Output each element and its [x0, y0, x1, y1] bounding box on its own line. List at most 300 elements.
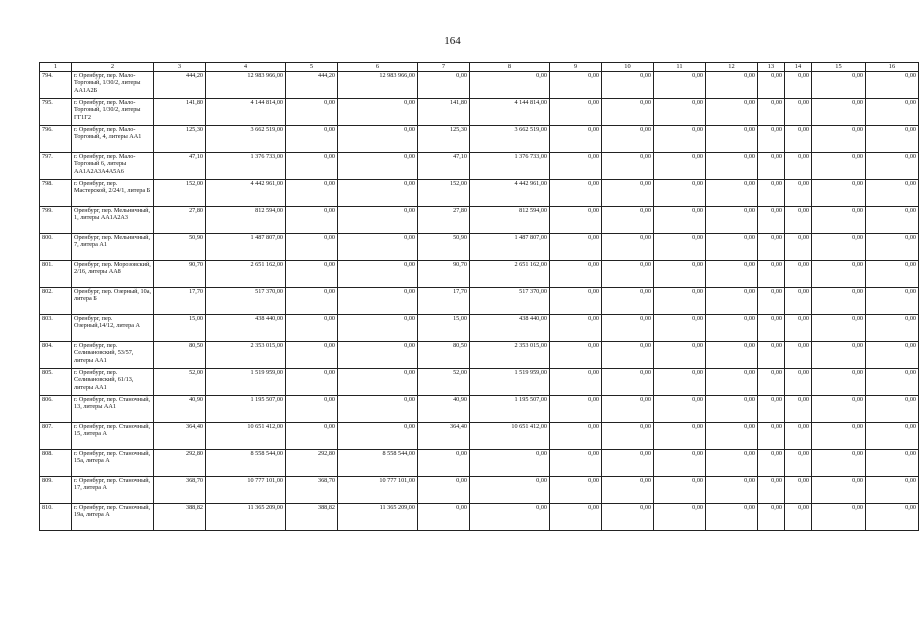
value-cell-col-13: 0,00: [758, 72, 785, 99]
value-cell-col-4: 10 777 101,00: [206, 477, 286, 504]
value-cell-col-6: 0,00: [338, 342, 418, 369]
address-cell: г. Оренбург, пер. Мало-Торговый 6, литеры АА1А2А3А4А5А6: [72, 153, 154, 180]
value-cell-col-3: 40,90: [154, 396, 206, 423]
value-cell-col-14: 0,00: [785, 396, 812, 423]
value-cell-col-11: 0,00: [654, 288, 706, 315]
value-cell-col-15: 0,00: [812, 261, 866, 288]
value-cell-col-4: 4 144 814,00: [206, 99, 286, 126]
value-cell-col-5: 0,00: [286, 342, 338, 369]
value-cell-col-7: 141,80: [418, 99, 470, 126]
address-cell: Оренбург, пер. Озерный,14/12, литера А: [72, 315, 154, 342]
address-cell: г. Оренбург, пер. Станочный, 19а, литера А: [72, 504, 154, 531]
value-cell-col-6: 0,00: [338, 288, 418, 315]
row-number-cell: 810.: [40, 504, 72, 531]
value-cell-col-8: 1 195 507,00: [470, 396, 550, 423]
value-cell-col-8: 812 594,00: [470, 207, 550, 234]
value-cell-col-11: 0,00: [654, 126, 706, 153]
value-cell-col-8: 1 376 733,00: [470, 153, 550, 180]
value-cell-col-3: 50,90: [154, 234, 206, 261]
value-cell-col-4: 1 376 733,00: [206, 153, 286, 180]
value-cell-col-8: 0,00: [470, 504, 550, 531]
value-cell-col-16: 0,00: [866, 504, 919, 531]
value-cell-col-15: 0,00: [812, 207, 866, 234]
table-row: [40, 423, 919, 450]
value-cell-col-7: 0,00: [418, 450, 470, 477]
value-cell-col-3: 152,00: [154, 180, 206, 207]
value-cell-col-5: 0,00: [286, 396, 338, 423]
value-cell-col-6: 0,00: [338, 396, 418, 423]
value-cell-col-8: 2 353 015,00: [470, 342, 550, 369]
value-cell-col-6: 0,00: [338, 153, 418, 180]
value-cell-col-16: 0,00: [866, 180, 919, 207]
table-row: [40, 207, 919, 234]
table-body: [40, 72, 919, 531]
value-cell-col-5: 444,20: [286, 72, 338, 99]
column-number-12: 12: [706, 63, 758, 72]
value-cell-col-15: 0,00: [812, 342, 866, 369]
value-cell-col-15: 0,00: [812, 477, 866, 504]
value-cell-col-10: 0,00: [602, 72, 654, 99]
value-cell-col-7: 40,90: [418, 396, 470, 423]
value-cell-col-4: 517 370,00: [206, 288, 286, 315]
address-cell: г. Оренбург, пер. Мало-Торговый, 1/30/2, литеры ГГ1Г2: [72, 99, 154, 126]
value-cell-col-3: 27,80: [154, 207, 206, 234]
value-cell-col-13: 0,00: [758, 234, 785, 261]
value-cell-col-16: 0,00: [866, 72, 919, 99]
value-cell-col-16: 0,00: [866, 369, 919, 396]
table-row: [40, 342, 919, 369]
value-cell-col-9: 0,00: [550, 180, 602, 207]
column-number-11: 11: [654, 63, 706, 72]
value-cell-col-4: 812 594,00: [206, 207, 286, 234]
value-cell-col-14: 0,00: [785, 450, 812, 477]
table-row: [40, 450, 919, 477]
value-cell-col-12: 0,00: [706, 153, 758, 180]
value-cell-col-8: 4 442 961,00: [470, 180, 550, 207]
value-cell-col-14: 0,00: [785, 207, 812, 234]
table-row: [40, 99, 919, 126]
address-cell: г. Оренбург, пер. Станочный, 17, литера А: [72, 477, 154, 504]
column-number-10: 10: [602, 63, 654, 72]
row-number-cell: 794.: [40, 72, 72, 99]
address-cell: Оренбург, пер. Мельничный, 7, литера А1: [72, 234, 154, 261]
value-cell-col-10: 0,00: [602, 261, 654, 288]
value-cell-col-15: 0,00: [812, 153, 866, 180]
page-number: 164: [444, 35, 461, 47]
address-cell: Оренбург, пер. Озерный, 10а, литера Б: [72, 288, 154, 315]
value-cell-col-10: 0,00: [602, 99, 654, 126]
value-cell-col-15: 0,00: [812, 180, 866, 207]
value-cell-col-4: 2 651 162,00: [206, 261, 286, 288]
value-cell-col-11: 0,00: [654, 423, 706, 450]
value-cell-col-15: 0,00: [812, 315, 866, 342]
value-cell-col-13: 0,00: [758, 180, 785, 207]
value-cell-col-11: 0,00: [654, 72, 706, 99]
value-cell-col-3: 444,20: [154, 72, 206, 99]
column-number-3: 3: [154, 63, 206, 72]
column-number-7: 7: [418, 63, 470, 72]
value-cell-col-8: 0,00: [470, 477, 550, 504]
row-number-cell: 800.: [40, 234, 72, 261]
value-cell-col-7: 152,00: [418, 180, 470, 207]
value-cell-col-9: 0,00: [550, 288, 602, 315]
value-cell-col-11: 0,00: [654, 180, 706, 207]
value-cell-col-15: 0,00: [812, 99, 866, 126]
value-cell-col-3: 364,40: [154, 423, 206, 450]
value-cell-col-15: 0,00: [812, 423, 866, 450]
value-cell-col-15: 0,00: [812, 234, 866, 261]
value-cell-col-7: 0,00: [418, 504, 470, 531]
value-cell-col-8: 1 487 807,00: [470, 234, 550, 261]
row-number-cell: 806.: [40, 396, 72, 423]
value-cell-col-8: 0,00: [470, 450, 550, 477]
value-cell-col-13: 0,00: [758, 342, 785, 369]
value-cell-col-10: 0,00: [602, 450, 654, 477]
value-cell-col-11: 0,00: [654, 315, 706, 342]
value-cell-col-16: 0,00: [866, 396, 919, 423]
value-cell-col-14: 0,00: [785, 180, 812, 207]
value-cell-col-12: 0,00: [706, 369, 758, 396]
address-cell: г. Оренбург, пер. Мастерской, 2/24/1, литера Б: [72, 180, 154, 207]
value-cell-col-15: 0,00: [812, 369, 866, 396]
row-number-cell: 805.: [40, 369, 72, 396]
value-cell-col-8: 4 144 814,00: [470, 99, 550, 126]
value-cell-col-16: 0,00: [866, 207, 919, 234]
value-cell-col-9: 0,00: [550, 369, 602, 396]
value-cell-col-15: 0,00: [812, 288, 866, 315]
value-cell-col-16: 0,00: [866, 288, 919, 315]
value-cell-col-16: 0,00: [866, 153, 919, 180]
value-cell-col-15: 0,00: [812, 450, 866, 477]
value-cell-col-5: 0,00: [286, 315, 338, 342]
value-cell-col-14: 0,00: [785, 99, 812, 126]
value-cell-col-6: 0,00: [338, 234, 418, 261]
value-cell-col-14: 0,00: [785, 72, 812, 99]
value-cell-col-3: 90,70: [154, 261, 206, 288]
column-number-16: 16: [866, 63, 919, 72]
value-cell-col-7: 27,80: [418, 207, 470, 234]
value-cell-col-16: 0,00: [866, 234, 919, 261]
value-cell-col-6: 0,00: [338, 369, 418, 396]
row-number-cell: 797.: [40, 153, 72, 180]
value-cell-col-10: 0,00: [602, 126, 654, 153]
value-cell-col-12: 0,00: [706, 504, 758, 531]
value-cell-col-9: 0,00: [550, 504, 602, 531]
value-cell-col-12: 0,00: [706, 315, 758, 342]
value-cell-col-16: 0,00: [866, 342, 919, 369]
value-cell-col-11: 0,00: [654, 450, 706, 477]
value-cell-col-14: 0,00: [785, 504, 812, 531]
value-cell-col-10: 0,00: [602, 234, 654, 261]
row-number-cell: 807.: [40, 423, 72, 450]
value-cell-col-8: 2 651 162,00: [470, 261, 550, 288]
value-cell-col-3: 292,80: [154, 450, 206, 477]
value-cell-col-12: 0,00: [706, 288, 758, 315]
value-cell-col-3: 52,00: [154, 369, 206, 396]
value-cell-col-9: 0,00: [550, 153, 602, 180]
value-cell-col-12: 0,00: [706, 342, 758, 369]
value-cell-col-10: 0,00: [602, 369, 654, 396]
value-cell-col-5: 0,00: [286, 207, 338, 234]
value-cell-col-6: 0,00: [338, 99, 418, 126]
value-cell-col-13: 0,00: [758, 396, 785, 423]
value-cell-col-8: 3 662 519,00: [470, 126, 550, 153]
column-number-14: 14: [785, 63, 812, 72]
value-cell-col-6: 0,00: [338, 126, 418, 153]
value-cell-col-11: 0,00: [654, 153, 706, 180]
value-cell-col-11: 0,00: [654, 234, 706, 261]
address-cell: г. Оренбург, пер. Станочный, 15, литера А: [72, 423, 154, 450]
value-cell-col-10: 0,00: [602, 153, 654, 180]
value-cell-col-5: 0,00: [286, 180, 338, 207]
column-number-15: 15: [812, 63, 866, 72]
value-cell-col-6: 0,00: [338, 261, 418, 288]
value-cell-col-13: 0,00: [758, 504, 785, 531]
row-number-cell: 803.: [40, 315, 72, 342]
value-cell-col-14: 0,00: [785, 477, 812, 504]
value-cell-col-12: 0,00: [706, 423, 758, 450]
table-row: [40, 126, 919, 153]
value-cell-col-9: 0,00: [550, 396, 602, 423]
table-row: [40, 504, 919, 531]
value-cell-col-12: 0,00: [706, 396, 758, 423]
address-cell: Оренбург, пер. Мельничный, 1, литеры АА1А2А3: [72, 207, 154, 234]
value-cell-col-14: 0,00: [785, 126, 812, 153]
column-number-4: 4: [206, 63, 286, 72]
value-cell-col-3: 47,10: [154, 153, 206, 180]
value-cell-col-7: 17,70: [418, 288, 470, 315]
address-cell: г. Оренбург, пер. Селивановский, 53/57, литеры АА1: [72, 342, 154, 369]
value-cell-col-10: 0,00: [602, 180, 654, 207]
value-cell-col-4: 3 662 519,00: [206, 126, 286, 153]
value-cell-col-4: 2 353 015,00: [206, 342, 286, 369]
value-cell-col-14: 0,00: [785, 153, 812, 180]
value-cell-col-3: 141,80: [154, 99, 206, 126]
value-cell-col-12: 0,00: [706, 207, 758, 234]
value-cell-col-7: 90,70: [418, 261, 470, 288]
address-cell: г. Оренбург, пер. Селивановский, 61/13, литеры АА1: [72, 369, 154, 396]
value-cell-col-12: 0,00: [706, 261, 758, 288]
value-cell-col-7: 0,00: [418, 477, 470, 504]
value-cell-col-3: 17,70: [154, 288, 206, 315]
value-cell-col-5: 0,00: [286, 288, 338, 315]
value-cell-col-16: 0,00: [866, 315, 919, 342]
value-cell-col-10: 0,00: [602, 396, 654, 423]
value-cell-col-7: 125,30: [418, 126, 470, 153]
row-number-cell: 802.: [40, 288, 72, 315]
value-cell-col-9: 0,00: [550, 342, 602, 369]
value-cell-col-16: 0,00: [866, 450, 919, 477]
value-cell-col-14: 0,00: [785, 288, 812, 315]
row-number-cell: 808.: [40, 450, 72, 477]
row-number-cell: 809.: [40, 477, 72, 504]
value-cell-col-12: 0,00: [706, 234, 758, 261]
table-row: [40, 396, 919, 423]
value-cell-col-10: 0,00: [602, 423, 654, 450]
value-cell-col-13: 0,00: [758, 261, 785, 288]
value-cell-col-16: 0,00: [866, 423, 919, 450]
value-cell-col-6: 0,00: [338, 315, 418, 342]
value-cell-col-14: 0,00: [785, 423, 812, 450]
value-cell-col-9: 0,00: [550, 477, 602, 504]
value-cell-col-4: 1 195 507,00: [206, 396, 286, 423]
value-cell-col-11: 0,00: [654, 396, 706, 423]
table-row: [40, 234, 919, 261]
value-cell-col-14: 0,00: [785, 261, 812, 288]
value-cell-col-14: 0,00: [785, 234, 812, 261]
value-cell-col-10: 0,00: [602, 504, 654, 531]
value-cell-col-11: 0,00: [654, 369, 706, 396]
value-cell-col-6: 8 558 544,00: [338, 450, 418, 477]
value-cell-col-9: 0,00: [550, 207, 602, 234]
value-cell-col-11: 0,00: [654, 342, 706, 369]
value-cell-col-12: 0,00: [706, 180, 758, 207]
value-cell-col-6: 0,00: [338, 180, 418, 207]
value-cell-col-7: 15,00: [418, 315, 470, 342]
value-cell-col-5: 0,00: [286, 99, 338, 126]
address-cell: г. Оренбург, пер. Мало-Торговый, 4, литеры АА1: [72, 126, 154, 153]
value-cell-col-13: 0,00: [758, 288, 785, 315]
value-cell-col-16: 0,00: [866, 477, 919, 504]
value-cell-col-4: 1 519 959,00: [206, 369, 286, 396]
value-cell-col-14: 0,00: [785, 369, 812, 396]
value-cell-col-4: 438 440,00: [206, 315, 286, 342]
value-cell-col-16: 0,00: [866, 126, 919, 153]
value-cell-col-13: 0,00: [758, 450, 785, 477]
value-cell-col-3: 80,50: [154, 342, 206, 369]
value-cell-col-11: 0,00: [654, 99, 706, 126]
value-cell-col-13: 0,00: [758, 369, 785, 396]
value-cell-col-13: 0,00: [758, 126, 785, 153]
value-cell-col-15: 0,00: [812, 126, 866, 153]
value-cell-col-13: 0,00: [758, 99, 785, 126]
value-cell-col-8: 517 370,00: [470, 288, 550, 315]
value-cell-col-5: 0,00: [286, 153, 338, 180]
value-cell-col-9: 0,00: [550, 423, 602, 450]
value-cell-col-14: 0,00: [785, 342, 812, 369]
address-cell: г. Оренбург, пер. Станочный, 15а, литера А: [72, 450, 154, 477]
value-cell-col-5: 0,00: [286, 369, 338, 396]
value-cell-col-13: 0,00: [758, 477, 785, 504]
value-cell-col-7: 50,90: [418, 234, 470, 261]
value-cell-col-5: 0,00: [286, 234, 338, 261]
value-cell-col-10: 0,00: [602, 477, 654, 504]
value-cell-col-4: 11 365 209,00: [206, 504, 286, 531]
value-cell-col-11: 0,00: [654, 261, 706, 288]
value-cell-col-5: 0,00: [286, 126, 338, 153]
value-cell-col-11: 0,00: [654, 207, 706, 234]
value-cell-col-15: 0,00: [812, 72, 866, 99]
value-cell-col-3: 125,30: [154, 126, 206, 153]
value-cell-col-9: 0,00: [550, 99, 602, 126]
register-table: [39, 62, 919, 531]
column-number-1: 1: [40, 63, 72, 72]
value-cell-col-12: 0,00: [706, 99, 758, 126]
table-row: [40, 369, 919, 396]
value-cell-col-10: 0,00: [602, 342, 654, 369]
value-cell-col-7: 52,00: [418, 369, 470, 396]
value-cell-col-9: 0,00: [550, 261, 602, 288]
value-cell-col-8: 1 519 959,00: [470, 369, 550, 396]
value-cell-col-8: 438 440,00: [470, 315, 550, 342]
value-cell-col-6: 10 777 101,00: [338, 477, 418, 504]
value-cell-col-3: 15,00: [154, 315, 206, 342]
value-cell-col-13: 0,00: [758, 153, 785, 180]
table-row: [40, 72, 919, 99]
row-number-cell: 801.: [40, 261, 72, 288]
value-cell-col-8: 10 651 412,00: [470, 423, 550, 450]
table-row: [40, 315, 919, 342]
value-cell-col-5: 0,00: [286, 261, 338, 288]
row-number-cell: 796.: [40, 126, 72, 153]
value-cell-col-8: 0,00: [470, 72, 550, 99]
column-number-13: 13: [758, 63, 785, 72]
row-number-cell: 799.: [40, 207, 72, 234]
column-number-6: 6: [338, 63, 418, 72]
value-cell-col-4: 12 983 966,00: [206, 72, 286, 99]
value-cell-col-4: 1 487 807,00: [206, 234, 286, 261]
value-cell-col-9: 0,00: [550, 234, 602, 261]
value-cell-col-7: 47,10: [418, 153, 470, 180]
value-cell-col-9: 0,00: [550, 315, 602, 342]
row-number-cell: 798.: [40, 180, 72, 207]
row-number-cell: 795.: [40, 99, 72, 126]
value-cell-col-9: 0,00: [550, 450, 602, 477]
value-cell-col-9: 0,00: [550, 72, 602, 99]
column-number-row: [40, 63, 919, 72]
value-cell-col-11: 0,00: [654, 477, 706, 504]
value-cell-col-13: 0,00: [758, 207, 785, 234]
address-cell: г. Оренбург, пер. Мало-Торговый, 1/30/2, литеры АА1А2Б: [72, 72, 154, 99]
value-cell-col-5: 368,70: [286, 477, 338, 504]
value-cell-col-10: 0,00: [602, 315, 654, 342]
value-cell-col-6: 0,00: [338, 423, 418, 450]
value-cell-col-15: 0,00: [812, 504, 866, 531]
value-cell-col-7: 0,00: [418, 72, 470, 99]
value-cell-col-16: 0,00: [866, 261, 919, 288]
value-cell-col-14: 0,00: [785, 315, 812, 342]
table-row: [40, 153, 919, 180]
value-cell-col-3: 368,70: [154, 477, 206, 504]
row-number-cell: 804.: [40, 342, 72, 369]
table-row: [40, 477, 919, 504]
table-row: [40, 180, 919, 207]
table-row: [40, 261, 919, 288]
column-number-5: 5: [286, 63, 338, 72]
value-cell-col-12: 0,00: [706, 72, 758, 99]
column-number-2: 2: [72, 63, 154, 72]
value-cell-col-6: 11 365 209,00: [338, 504, 418, 531]
value-cell-col-15: 0,00: [812, 396, 866, 423]
value-cell-col-12: 0,00: [706, 450, 758, 477]
column-number-8: 8: [470, 63, 550, 72]
value-cell-col-7: 80,50: [418, 342, 470, 369]
value-cell-col-12: 0,00: [706, 477, 758, 504]
address-cell: г. Оренбург, пер. Станочный, 13, литеры АА1: [72, 396, 154, 423]
value-cell-col-12: 0,00: [706, 126, 758, 153]
value-cell-col-5: 0,00: [286, 423, 338, 450]
value-cell-col-13: 0,00: [758, 423, 785, 450]
value-cell-col-6: 0,00: [338, 207, 418, 234]
value-cell-col-4: 10 651 412,00: [206, 423, 286, 450]
address-cell: Оренбург, пер. Морозовский, 2/16, литеры АА8: [72, 261, 154, 288]
column-number-9: 9: [550, 63, 602, 72]
value-cell-col-7: 364,40: [418, 423, 470, 450]
value-cell-col-5: 292,80: [286, 450, 338, 477]
value-cell-col-10: 0,00: [602, 207, 654, 234]
value-cell-col-11: 0,00: [654, 504, 706, 531]
value-cell-col-3: 388,82: [154, 504, 206, 531]
